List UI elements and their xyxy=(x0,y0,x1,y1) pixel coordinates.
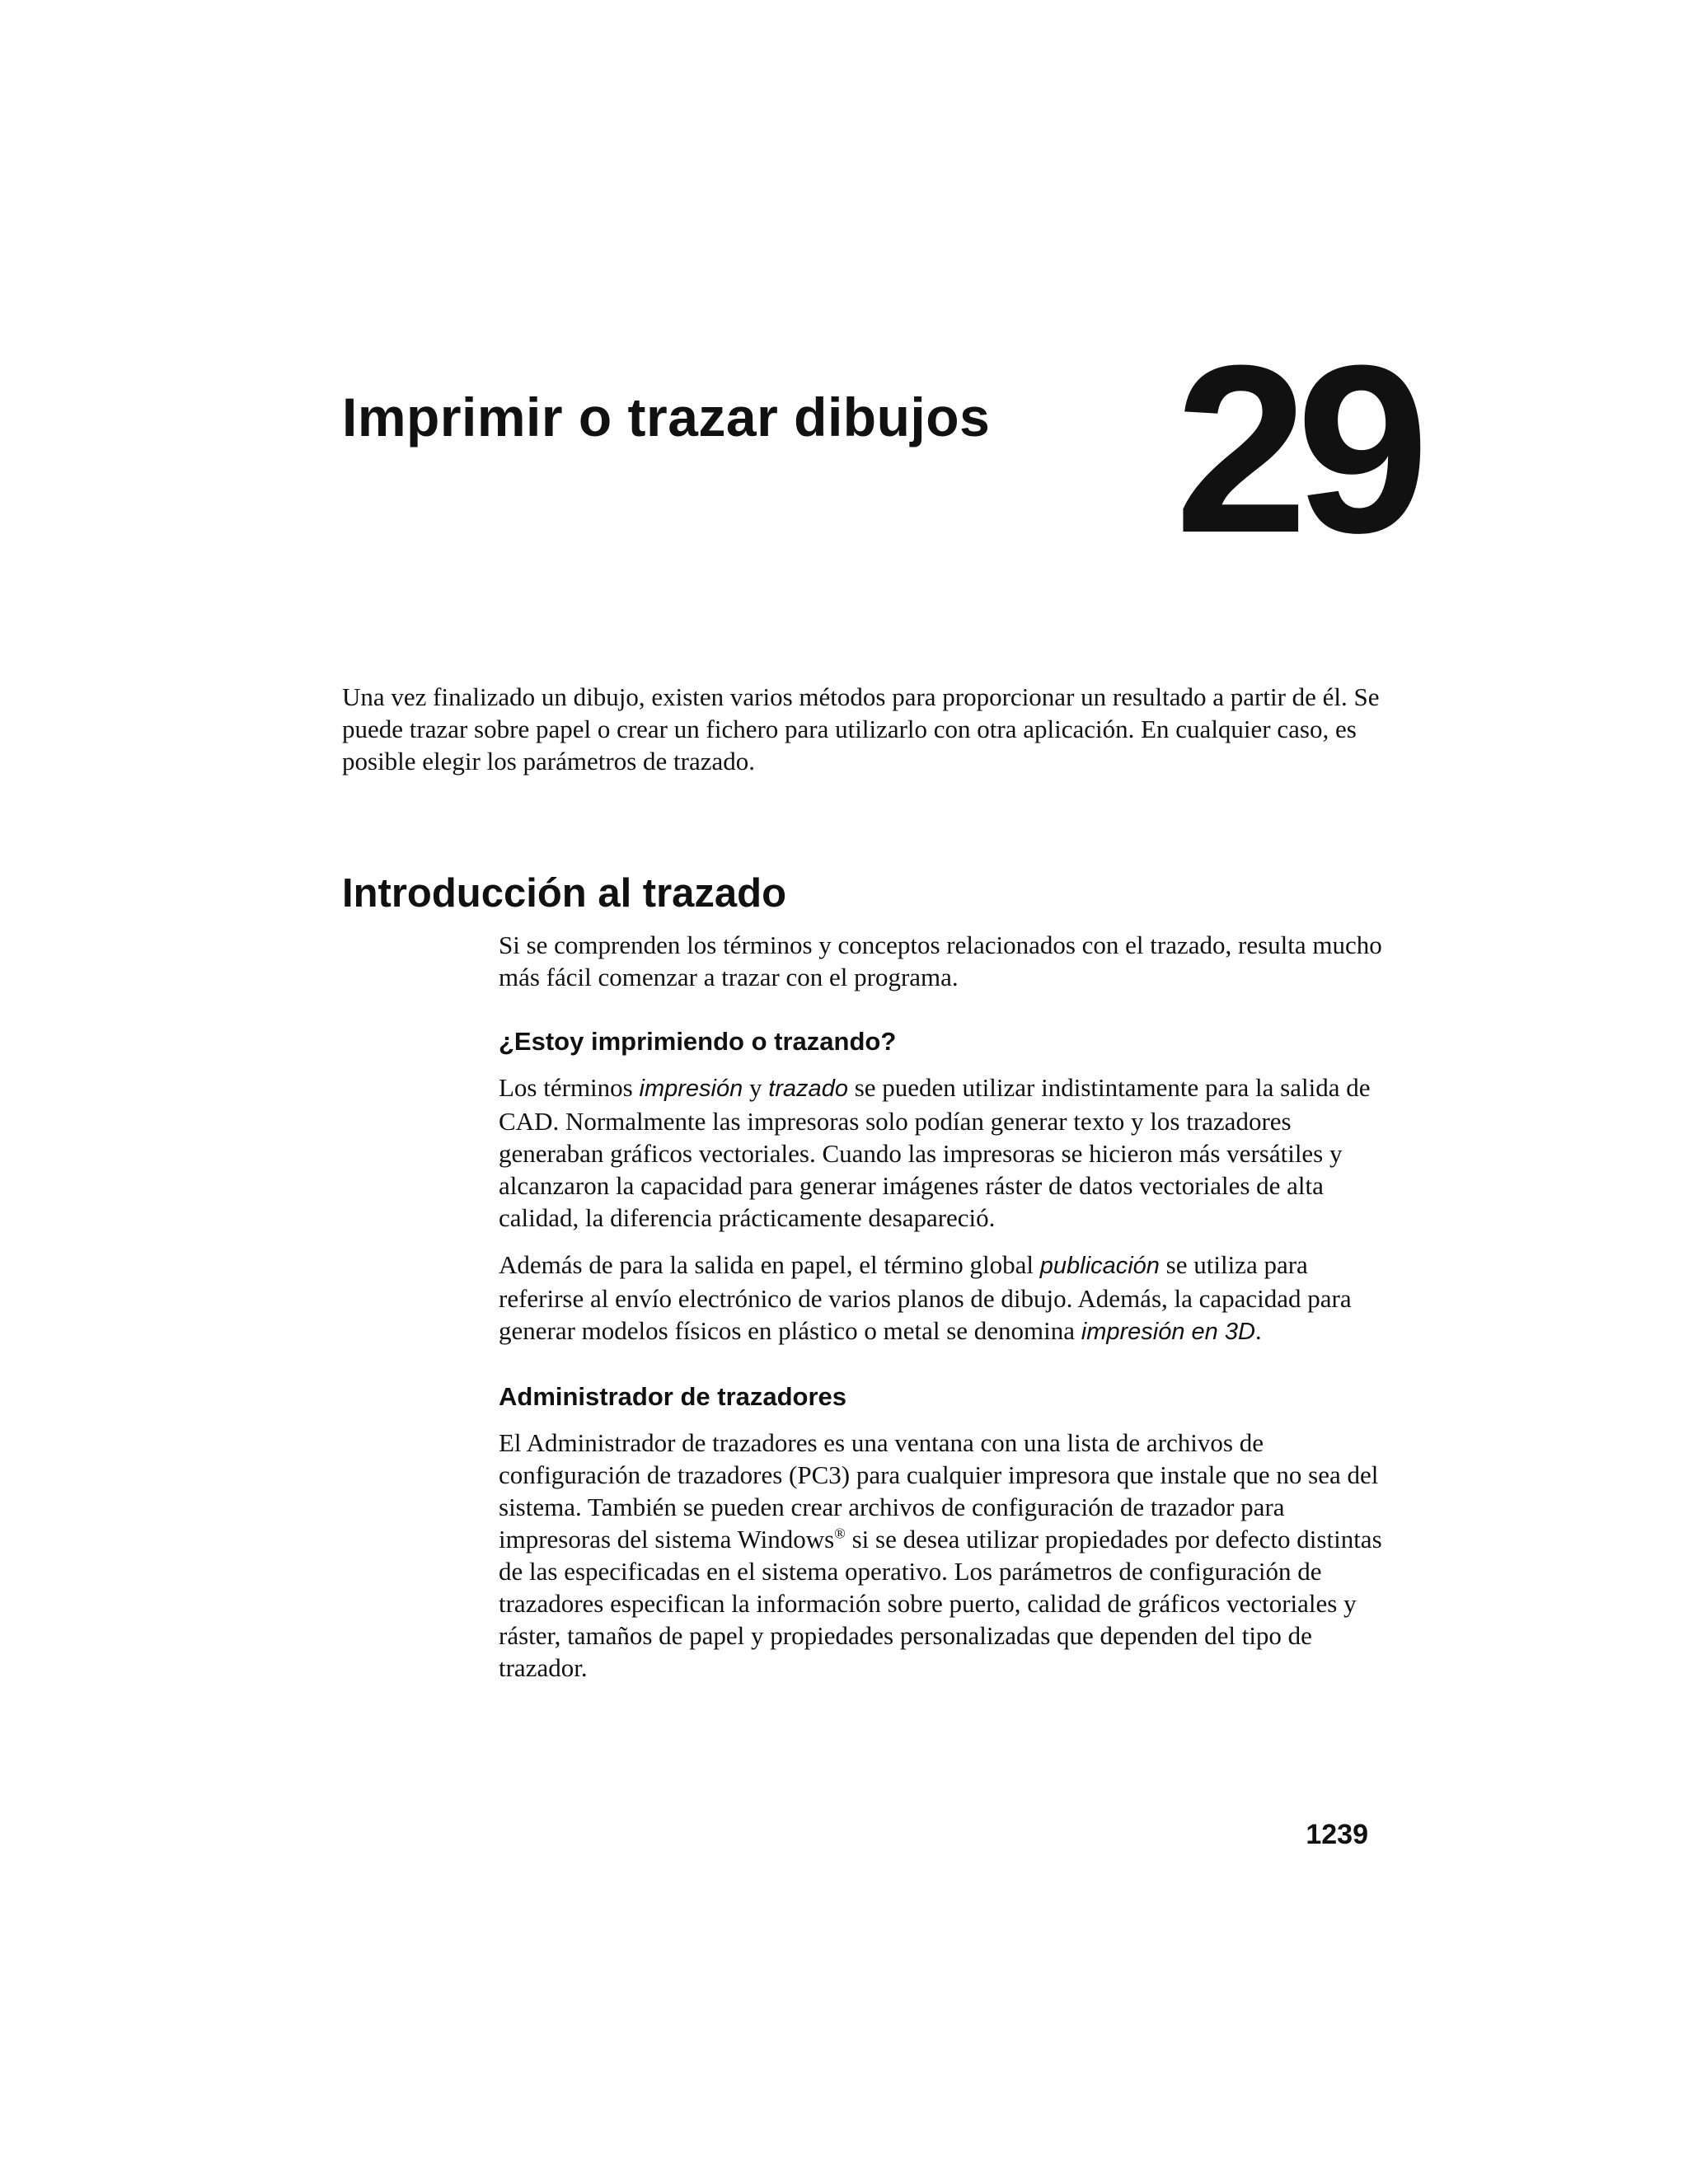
italic-term: impresión xyxy=(639,1076,743,1103)
intro-paragraph: Una vez finalizado un dibujo, existen varios métodos para proporcionar un resultado a partir de él. Se puede trazar sobre papel o crear un fichero para utilizarlo con otra aplicación. En cualquier caso, es posible elegir los parámetros de trazado. xyxy=(342,682,1380,776)
section-lead-paragraph: Si se comprenden los términos y conceptos relacionados con el trazado, resulta mucho más fácil comenzar a trazar con el programa. xyxy=(499,930,1382,991)
italic-term: trazado xyxy=(768,1076,848,1103)
subheading-plotter-manager: Administrador de trazadores xyxy=(499,1382,847,1412)
chapter-title: Imprimir o trazar dibujos xyxy=(342,387,991,448)
section-heading: Introducción al trazado xyxy=(342,871,787,916)
text-run: . xyxy=(1254,1316,1262,1346)
paragraph-publishing xyxy=(499,1249,1389,1348)
italic-term: publicación xyxy=(1039,1253,1160,1280)
text-run: se pueden utilizar indistintamente para la salida de CAD. Normalmente las impresoras solo podían generar texto y los trazadores generaban gráficos vectoriales. Cuando las impresoras se hicieron más versátiles y alcanzaron la capacidad para generar imágenes ráster de datos vectoriales de alta calidad, la diferencia prácticamente desapareció. xyxy=(499,1073,1371,1233)
paragraph-plotter-manager xyxy=(499,1427,1389,1684)
italic-term: impresión en 3D xyxy=(1081,1319,1255,1346)
text-run: se utiliza para referirse al envío electrónico de varios planos de dibujo. Además, la capacidad para generar modelos físicos en plástico o metal se denomina xyxy=(499,1250,1352,1346)
text-run: El Administrador de trazadores es una ventana con una lista de archivos de configuración de trazadores (PC3) para cualquier impresora que instale que no sea del sistema. También se pueden crear archivos de configuración de trazador para impresoras del sistema Windows xyxy=(499,1428,1379,1554)
body-column xyxy=(499,929,1389,1699)
paragraph-terms xyxy=(499,1071,1389,1234)
chapter-number: 29 xyxy=(1175,316,1418,583)
text-run: y xyxy=(743,1073,769,1103)
page-number: 1239 xyxy=(1306,1819,1368,1850)
registered-mark: ® xyxy=(834,1526,846,1543)
text-run: Los términos xyxy=(499,1073,640,1103)
text-run: si se desea utilizar propiedades por defecto distintas de las especificadas en el sistema operativo. Los parámetros de configuración de trazadores especifican la información sobre puerto, calidad de gráficos vectoriales y ráster, tamaños de papel y propiedades personalizadas que dependen del tipo de trazador. xyxy=(499,1525,1382,1683)
text-run: Además de para la salida en papel, el término global xyxy=(499,1250,1040,1280)
subheading-printing-or-plotting: ¿Estoy imprimiendo o trazando? xyxy=(499,1027,897,1056)
